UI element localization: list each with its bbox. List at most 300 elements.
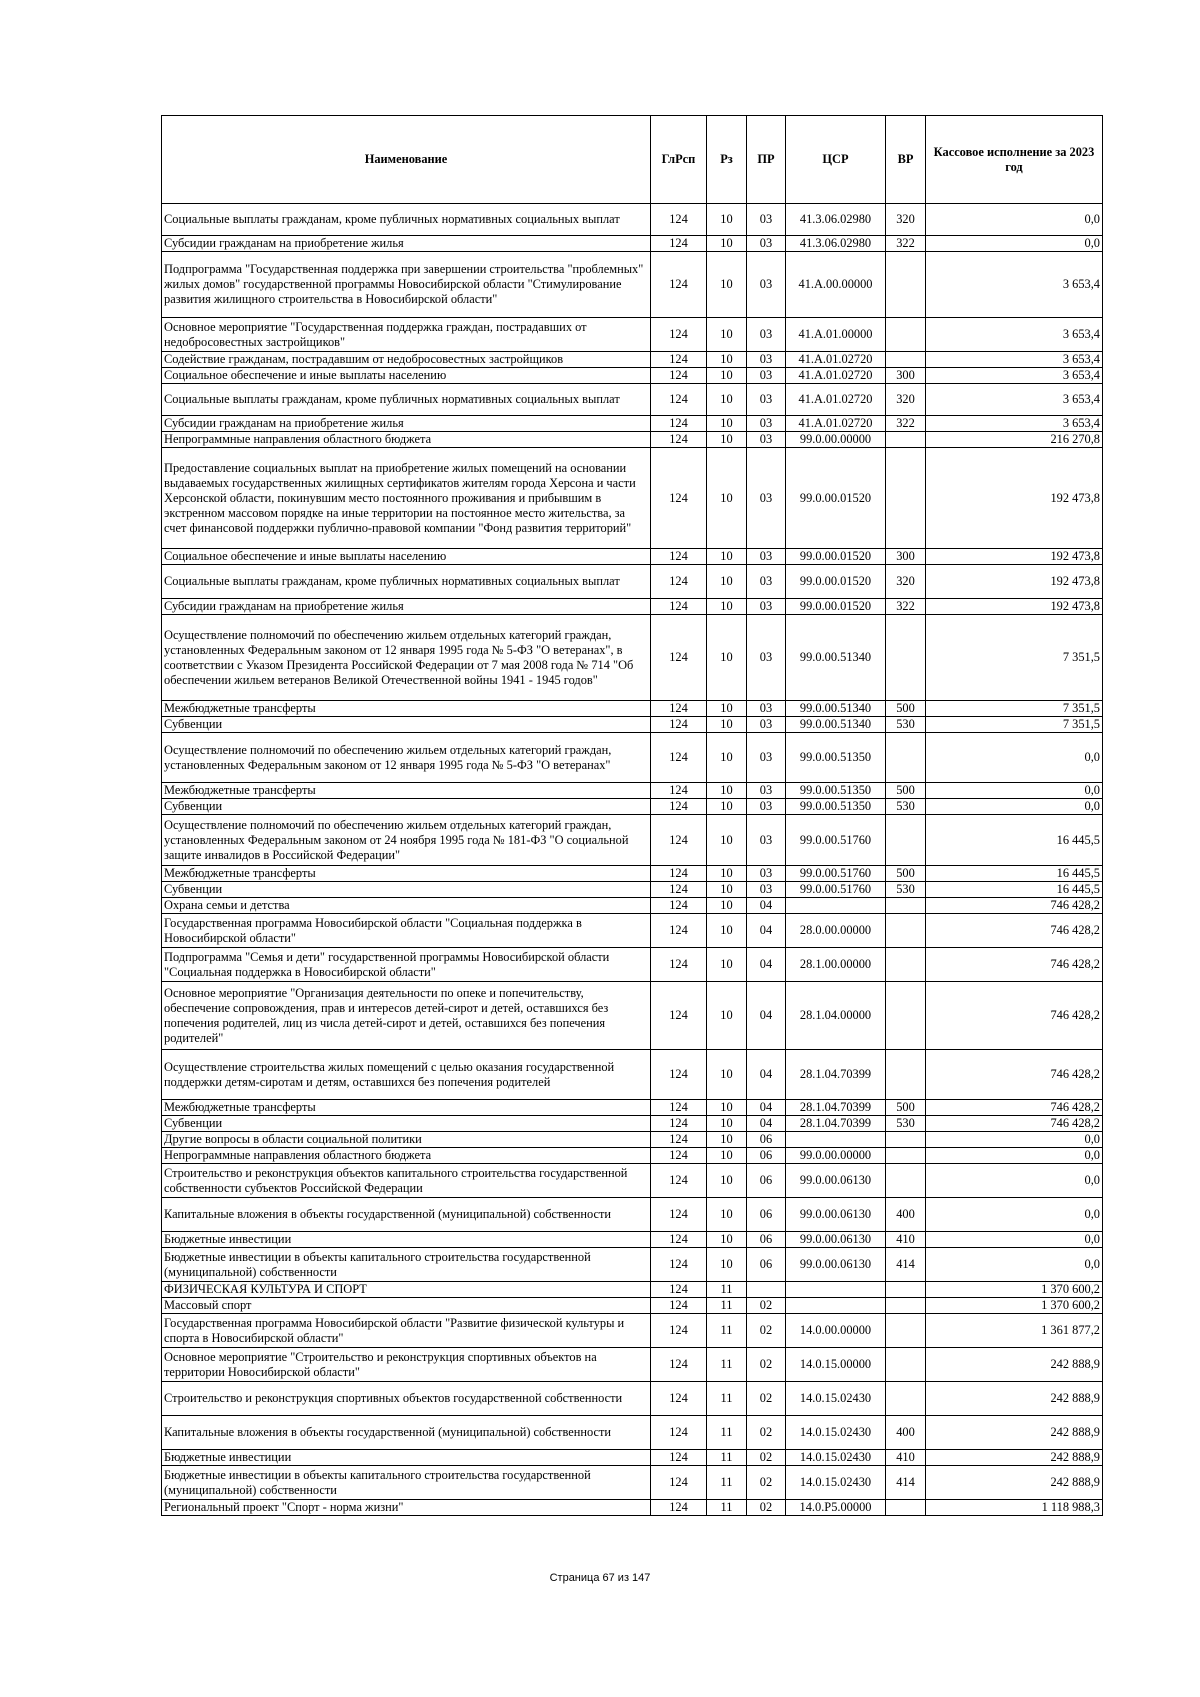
cell-rz: 10: [707, 783, 747, 799]
cell-rz: 10: [707, 1132, 747, 1148]
cell-vr: 500: [886, 1100, 926, 1116]
table-row: [162, 368, 1103, 384]
cell-vr: 530: [886, 799, 926, 815]
cell-rz: 10: [707, 1198, 747, 1232]
cell-vr: [886, 733, 926, 783]
cell-csr: 28.1.04.00000: [786, 982, 886, 1050]
table-row: [162, 1148, 1103, 1164]
cell-vr: 530: [886, 1116, 926, 1132]
table-row: [162, 236, 1103, 252]
table-row: [162, 448, 1103, 549]
cell-amount: 1 370 600,2: [926, 1298, 1103, 1314]
cell-amount: 242 888,9: [926, 1466, 1103, 1500]
cell-pr: 03: [747, 615, 786, 701]
cell-csr: 41.А.01.00000: [786, 318, 886, 352]
cell-vr: [886, 615, 926, 701]
table-row: [162, 204, 1103, 236]
cell-vr: 300: [886, 549, 926, 565]
cell-pr: 02: [747, 1314, 786, 1348]
cell-pr: 03: [747, 236, 786, 252]
cell-glrsp: 124: [651, 236, 707, 252]
cell-csr: 99.0.00.06130: [786, 1232, 886, 1248]
cell-glrsp: 124: [651, 1282, 707, 1298]
cell-glrsp: 124: [651, 432, 707, 448]
cell-amount: 7 351,5: [926, 615, 1103, 701]
header-glrsp: ГлРсп: [651, 116, 707, 204]
cell-name: Основное мероприятие "Государственная поддержка граждан, пострадавших от недобросовестных застройщиков": [162, 318, 651, 352]
cell-vr: [886, 1164, 926, 1198]
table-row: [162, 1050, 1103, 1100]
cell-pr: 03: [747, 866, 786, 882]
cell-vr: [886, 1314, 926, 1348]
table-row: [162, 1348, 1103, 1382]
cell-glrsp: 124: [651, 898, 707, 914]
cell-amount: 746 428,2: [926, 1050, 1103, 1100]
cell-glrsp: 124: [651, 1148, 707, 1164]
cell-rz: 10: [707, 982, 747, 1050]
cell-name: Непрограммные направления областного бюджета: [162, 1148, 651, 1164]
cell-csr: 99.0.00.06130: [786, 1198, 886, 1232]
table-row: [162, 549, 1103, 565]
cell-vr: [886, 898, 926, 914]
cell-csr: [786, 1298, 886, 1314]
cell-amount: 3 653,4: [926, 318, 1103, 352]
cell-vr: [886, 1348, 926, 1382]
cell-name: Предоставление социальных выплат на приобретение жилых помещений на основании выдаваемых государственных жилищных сертификатов жителям города Херсона и части Херсонской области, покинувшим место постоянного проживания и прибывшим в экстренном массовом порядке на иные территории на постоянное место жительства, за счет финансовой поддержки публично-правовой компании "Фонд развития территорий": [162, 448, 651, 549]
cell-vr: [886, 914, 926, 948]
cell-glrsp: 124: [651, 701, 707, 717]
cell-vr: 300: [886, 368, 926, 384]
cell-amount: 0,0: [926, 1232, 1103, 1248]
cell-pr: 06: [747, 1164, 786, 1198]
header-csr: ЦСР: [786, 116, 886, 204]
cell-csr: 41.А.01.02720: [786, 352, 886, 368]
cell-glrsp: 124: [651, 1298, 707, 1314]
cell-glrsp: 124: [651, 599, 707, 615]
cell-amount: 746 428,2: [926, 1100, 1103, 1116]
cell-pr: 03: [747, 368, 786, 384]
table-row: [162, 733, 1103, 783]
cell-rz: 10: [707, 368, 747, 384]
cell-glrsp: 124: [651, 549, 707, 565]
cell-pr: 03: [747, 717, 786, 733]
cell-csr: 28.1.04.70399: [786, 1116, 886, 1132]
cell-rz: 10: [707, 799, 747, 815]
cell-rz: 10: [707, 866, 747, 882]
cell-amount: 192 473,8: [926, 565, 1103, 599]
cell-vr: 500: [886, 701, 926, 717]
cell-amount: 3 653,4: [926, 384, 1103, 416]
cell-amount: 746 428,2: [926, 898, 1103, 914]
cell-glrsp: 124: [651, 1450, 707, 1466]
cell-pr: 04: [747, 948, 786, 982]
cell-name: Другие вопросы в области социальной политики: [162, 1132, 651, 1148]
cell-pr: 02: [747, 1348, 786, 1382]
cell-glrsp: 124: [651, 615, 707, 701]
cell-amount: 16 445,5: [926, 815, 1103, 866]
cell-amount: 7 351,5: [926, 701, 1103, 717]
cell-vr: 322: [886, 416, 926, 432]
cell-name: Основное мероприятие "Строительство и реконструкция спортивных объектов на территории Новосибирской области": [162, 1348, 651, 1382]
cell-name: Субвенции: [162, 717, 651, 733]
cell-vr: 400: [886, 1198, 926, 1232]
cell-csr: 99.0.00.01520: [786, 599, 886, 615]
cell-name: Субвенции: [162, 799, 651, 815]
header-name: Наименование: [162, 116, 651, 204]
cell-csr: 99.0.00.51760: [786, 866, 886, 882]
cell-rz: 10: [707, 432, 747, 448]
cell-amount: 0,0: [926, 783, 1103, 799]
cell-vr: [886, 318, 926, 352]
cell-glrsp: 124: [651, 565, 707, 599]
cell-csr: 99.0.00.51350: [786, 799, 886, 815]
cell-pr: 02: [747, 1416, 786, 1450]
cell-pr: 03: [747, 416, 786, 432]
cell-rz: 10: [707, 252, 747, 318]
cell-vr: 414: [886, 1466, 926, 1500]
cell-rz: 10: [707, 448, 747, 549]
cell-vr: [886, 1050, 926, 1100]
cell-vr: [886, 432, 926, 448]
cell-amount: 0,0: [926, 1132, 1103, 1148]
cell-csr: 28.1.04.70399: [786, 1100, 886, 1116]
cell-rz: 10: [707, 815, 747, 866]
cell-csr: 99.0.00.51350: [786, 733, 886, 783]
cell-csr: 14.0.15.02430: [786, 1466, 886, 1500]
cell-rz: 10: [707, 1164, 747, 1198]
cell-glrsp: 124: [651, 384, 707, 416]
table-row: [162, 1450, 1103, 1466]
cell-name: Государственная программа Новосибирской области "Социальная поддержка в Новосибирской области": [162, 914, 651, 948]
cell-name: Осуществление полномочий по обеспечению жильем отдельных категорий граждан, установленных Федеральным законом от 12 января 1995 года № 5-ФЗ "О ветеранах": [162, 733, 651, 783]
cell-amount: 3 653,4: [926, 352, 1103, 368]
cell-pr: 02: [747, 1450, 786, 1466]
cell-name: Строительство и реконструкция объектов капитального строительства государственной собственности субъектов Российской Федерации: [162, 1164, 651, 1198]
cell-name: Межбюджетные трансферты: [162, 701, 651, 717]
cell-csr: [786, 1132, 886, 1148]
cell-name: Субсидии гражданам на приобретение жилья: [162, 599, 651, 615]
cell-amount: 1 118 988,3: [926, 1500, 1103, 1516]
cell-name: Субсидии гражданам на приобретение жилья: [162, 416, 651, 432]
cell-amount: 0,0: [926, 1164, 1103, 1198]
cell-csr: 99.0.00.51340: [786, 701, 886, 717]
table-row: [162, 1314, 1103, 1348]
table-row: [162, 1298, 1103, 1314]
cell-pr: 04: [747, 898, 786, 914]
cell-csr: 99.0.00.06130: [786, 1164, 886, 1198]
cell-rz: 10: [707, 1116, 747, 1132]
cell-rz: 10: [707, 948, 747, 982]
cell-vr: [886, 352, 926, 368]
cell-name: Строительство и реконструкция спортивных объектов государственной собственности: [162, 1382, 651, 1416]
cell-name: Подпрограмма "Семья и дети" государственной программы Новосибирской области "Социальная поддержка в Новосибирской области": [162, 948, 651, 982]
cell-name: Субсидии гражданам на приобретение жилья: [162, 236, 651, 252]
cell-vr: 530: [886, 717, 926, 733]
cell-pr: 06: [747, 1148, 786, 1164]
cell-csr: 41.А.01.02720: [786, 384, 886, 416]
table-row: [162, 1416, 1103, 1450]
cell-vr: 320: [886, 204, 926, 236]
table-row: [162, 1198, 1103, 1232]
cell-glrsp: 124: [651, 204, 707, 236]
table-row: [162, 1164, 1103, 1198]
cell-pr: 03: [747, 204, 786, 236]
cell-glrsp: 124: [651, 783, 707, 799]
table-row: [162, 815, 1103, 866]
table-row: [162, 701, 1103, 717]
cell-amount: 16 445,5: [926, 882, 1103, 898]
table-row: [162, 1116, 1103, 1132]
table-row: [162, 252, 1103, 318]
cell-name: Социальные выплаты гражданам, кроме публичных нормативных социальных выплат: [162, 565, 651, 599]
cell-glrsp: 124: [651, 1232, 707, 1248]
cell-glrsp: 124: [651, 882, 707, 898]
cell-name: Социальное обеспечение и иные выплаты населению: [162, 368, 651, 384]
cell-glrsp: 124: [651, 252, 707, 318]
cell-csr: [786, 1282, 886, 1298]
cell-csr: 14.0.00.00000: [786, 1314, 886, 1348]
cell-pr: 03: [747, 565, 786, 599]
cell-pr: 04: [747, 1116, 786, 1132]
cell-rz: 10: [707, 352, 747, 368]
table-row: [162, 416, 1103, 432]
cell-pr: 03: [747, 783, 786, 799]
cell-vr: [886, 252, 926, 318]
cell-name: Межбюджетные трансферты: [162, 783, 651, 799]
cell-vr: [886, 815, 926, 866]
header-row: [162, 116, 1103, 204]
cell-pr: 03: [747, 799, 786, 815]
cell-vr: 322: [886, 599, 926, 615]
cell-amount: 0,0: [926, 204, 1103, 236]
cell-vr: [886, 982, 926, 1050]
cell-pr: 03: [747, 882, 786, 898]
cell-name: Социальные выплаты гражданам, кроме публичных нормативных социальных выплат: [162, 204, 651, 236]
cell-amount: 242 888,9: [926, 1382, 1103, 1416]
table-row: [162, 1100, 1103, 1116]
cell-csr: 99.0.00.51760: [786, 815, 886, 866]
cell-vr: [886, 1500, 926, 1516]
cell-pr: 04: [747, 1050, 786, 1100]
cell-amount: 192 473,8: [926, 599, 1103, 615]
cell-glrsp: 124: [651, 1198, 707, 1232]
cell-rz: 10: [707, 615, 747, 701]
cell-vr: [886, 1282, 926, 1298]
cell-rz: 11: [707, 1416, 747, 1450]
cell-amount: 16 445,5: [926, 866, 1103, 882]
cell-csr: 28.0.00.00000: [786, 914, 886, 948]
cell-rz: 10: [707, 236, 747, 252]
cell-name: Капитальные вложения в объекты государственной (муниципальной) собственности: [162, 1416, 651, 1450]
table-row: [162, 882, 1103, 898]
cell-glrsp: 124: [651, 1248, 707, 1282]
cell-rz: 10: [707, 1100, 747, 1116]
cell-rz: 10: [707, 384, 747, 416]
cell-pr: 03: [747, 815, 786, 866]
cell-glrsp: 124: [651, 416, 707, 432]
table-row: [162, 565, 1103, 599]
cell-glrsp: 124: [651, 1314, 707, 1348]
cell-rz: 10: [707, 701, 747, 717]
cell-csr: 99.0.00.01520: [786, 448, 886, 549]
cell-glrsp: 124: [651, 982, 707, 1050]
table-row: [162, 1282, 1103, 1298]
cell-glrsp: 124: [651, 948, 707, 982]
header-amount: Кассовое исполнение за 2023 год: [926, 116, 1103, 204]
table-row: [162, 599, 1103, 615]
table-row: [162, 1500, 1103, 1516]
cell-csr: 14.0.15.02430: [786, 1416, 886, 1450]
table-row: [162, 1466, 1103, 1500]
table-row: [162, 898, 1103, 914]
cell-pr: 02: [747, 1500, 786, 1516]
cell-pr: 03: [747, 701, 786, 717]
cell-pr: 04: [747, 982, 786, 1050]
cell-amount: 3 653,4: [926, 252, 1103, 318]
cell-amount: 0,0: [926, 236, 1103, 252]
table-row: [162, 1382, 1103, 1416]
cell-glrsp: 124: [651, 1132, 707, 1148]
cell-amount: 746 428,2: [926, 982, 1103, 1050]
cell-amount: 746 428,2: [926, 1116, 1103, 1132]
table-row: [162, 1248, 1103, 1282]
cell-rz: 10: [707, 717, 747, 733]
cell-amount: 242 888,9: [926, 1348, 1103, 1382]
cell-rz: 11: [707, 1348, 747, 1382]
cell-csr: 99.0.00.01520: [786, 565, 886, 599]
cell-name: Государственная программа Новосибирской области "Развитие физической культуры и спорта в Новосибирской области": [162, 1314, 651, 1348]
cell-amount: 0,0: [926, 733, 1103, 783]
cell-pr: 02: [747, 1298, 786, 1314]
cell-glrsp: 124: [651, 1466, 707, 1500]
cell-name: Бюджетные инвестиции: [162, 1232, 651, 1248]
cell-amount: 7 351,5: [926, 717, 1103, 733]
cell-csr: 14.0.15.02430: [786, 1450, 886, 1466]
cell-rz: 10: [707, 882, 747, 898]
cell-glrsp: 124: [651, 318, 707, 352]
cell-pr: 03: [747, 318, 786, 352]
table-row: [162, 432, 1103, 448]
cell-csr: 14.0.15.02430: [786, 1382, 886, 1416]
cell-name: Непрограммные направления областного бюджета: [162, 432, 651, 448]
cell-vr: 530: [886, 882, 926, 898]
cell-glrsp: 124: [651, 1382, 707, 1416]
cell-pr: 03: [747, 252, 786, 318]
cell-name: Социальное обеспечение и иные выплаты населению: [162, 549, 651, 565]
cell-rz: 11: [707, 1500, 747, 1516]
cell-amount: 0,0: [926, 1198, 1103, 1232]
cell-csr: 41.3.06.02980: [786, 236, 886, 252]
cell-amount: 746 428,2: [926, 914, 1103, 948]
cell-rz: 11: [707, 1382, 747, 1416]
cell-csr: 99.0.00.51340: [786, 615, 886, 701]
cell-glrsp: 124: [651, 914, 707, 948]
cell-glrsp: 124: [651, 1050, 707, 1100]
table-row: [162, 717, 1103, 733]
cell-name: Содействие гражданам, пострадавшим от недобросовестных застройщиков: [162, 352, 651, 368]
cell-pr: 03: [747, 432, 786, 448]
cell-rz: 10: [707, 204, 747, 236]
cell-name: Подпрограмма "Государственная поддержка при завершении строительства "проблемных" жилых домов" государственной программы Новосибирской области "Стимулирование развития жилищного строительства в Новосибирской области": [162, 252, 651, 318]
table-row: [162, 384, 1103, 416]
cell-csr: 99.0.00.00000: [786, 432, 886, 448]
cell-csr: 99.0.00.01520: [786, 549, 886, 565]
cell-glrsp: 124: [651, 1416, 707, 1450]
cell-rz: 10: [707, 733, 747, 783]
cell-amount: 242 888,9: [926, 1416, 1103, 1450]
cell-name: Осуществление строительства жилых помещений с целью оказания государственной поддержки детям-сиротам и детям, оставшихся без попечения родителей: [162, 1050, 651, 1100]
cell-pr: 06: [747, 1198, 786, 1232]
cell-name: Осуществление полномочий по обеспечению жильем отдельных категорий граждан, установленных Федеральным законом от 24 ноября 1995 года № 181-ФЗ "О социальной защите инвалидов в Российской Федерации": [162, 815, 651, 866]
cell-csr: 41.А.00.00000: [786, 252, 886, 318]
cell-name: Межбюджетные трансферты: [162, 866, 651, 882]
cell-glrsp: 124: [651, 733, 707, 783]
cell-vr: [886, 1148, 926, 1164]
cell-glrsp: 124: [651, 1100, 707, 1116]
cell-glrsp: 124: [651, 815, 707, 866]
table-row: [162, 866, 1103, 882]
cell-amount: 746 428,2: [926, 948, 1103, 982]
cell-rz: 10: [707, 1050, 747, 1100]
cell-amount: 216 270,8: [926, 432, 1103, 448]
cell-vr: [886, 1298, 926, 1314]
cell-vr: 410: [886, 1232, 926, 1248]
cell-name: ФИЗИЧЕСКАЯ КУЛЬТУРА И СПОРТ: [162, 1282, 651, 1298]
cell-pr: 03: [747, 448, 786, 549]
cell-rz: 10: [707, 318, 747, 352]
cell-name: Охрана семьи и детства: [162, 898, 651, 914]
cell-csr: [786, 898, 886, 914]
cell-csr: 99.0.00.00000: [786, 1148, 886, 1164]
cell-rz: 10: [707, 1148, 747, 1164]
table-row: [162, 615, 1103, 701]
cell-glrsp: 124: [651, 1348, 707, 1382]
cell-csr: 99.0.00.06130: [786, 1248, 886, 1282]
cell-name: Осуществление полномочий по обеспечению жильем отдельных категорий граждан, установленных Федеральным законом от 12 января 1995 года № 5-ФЗ "О ветеранах", в соответствии с Указом Президента Российской Федерации от 7 мая 2008 года № 714 "Об обеспечении жильем ветеранов Великой Отечественной войны 1941 - 1945 годов": [162, 615, 651, 701]
budget-table: [161, 115, 1103, 1516]
cell-rz: 10: [707, 914, 747, 948]
cell-csr: 41.А.01.02720: [786, 416, 886, 432]
cell-vr: 410: [886, 1450, 926, 1466]
cell-vr: 400: [886, 1416, 926, 1450]
cell-vr: 320: [886, 384, 926, 416]
cell-pr: [747, 1282, 786, 1298]
cell-pr: 02: [747, 1382, 786, 1416]
cell-csr: 99.0.00.51760: [786, 882, 886, 898]
cell-csr: 41.3.06.02980: [786, 204, 886, 236]
cell-csr: 28.1.04.70399: [786, 1050, 886, 1100]
cell-pr: 04: [747, 914, 786, 948]
cell-vr: [886, 1132, 926, 1148]
table-header: [162, 116, 1103, 204]
cell-vr: 500: [886, 866, 926, 882]
cell-glrsp: 124: [651, 352, 707, 368]
cell-rz: 11: [707, 1314, 747, 1348]
cell-csr: 14.0.15.00000: [786, 1348, 886, 1382]
cell-glrsp: 124: [651, 448, 707, 549]
table-row: [162, 1232, 1103, 1248]
cell-name: Субвенции: [162, 882, 651, 898]
table-row: [162, 799, 1103, 815]
cell-rz: 10: [707, 1232, 747, 1248]
cell-glrsp: 124: [651, 1116, 707, 1132]
cell-csr: 99.0.00.51350: [786, 783, 886, 799]
cell-csr: 99.0.00.51340: [786, 717, 886, 733]
cell-rz: 11: [707, 1298, 747, 1314]
cell-rz: 11: [707, 1450, 747, 1466]
cell-amount: 3 653,4: [926, 368, 1103, 384]
cell-name: Бюджетные инвестиции в объекты капитального строительства государственной (муниципальной) собственности: [162, 1466, 651, 1500]
